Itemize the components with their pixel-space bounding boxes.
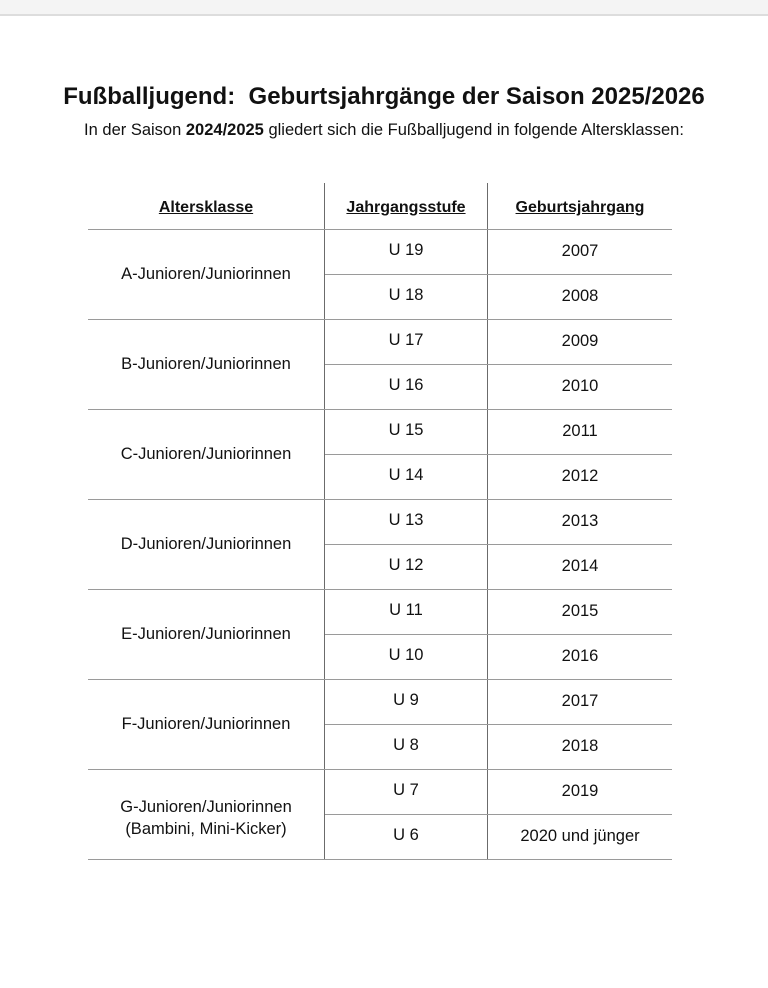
altersklasse-cell: [88, 796, 324, 840]
group-separator: [88, 859, 672, 860]
jahrgangsstufe-cell: U 11: [389, 601, 423, 619]
row-separator: [325, 634, 672, 635]
jahrgangsstufe-cell: U 13: [388, 511, 424, 529]
jahrgangsstufe-cell: U 10: [388, 646, 424, 664]
document-title: Fußballjugend: Geburtsjahrgänge der Saison 2025/2026: [63, 83, 705, 110]
jahrgangsstufe-cell: U 12: [388, 556, 424, 574]
geburtsjahrgang-cell: 2014: [561, 557, 599, 575]
jahrgangsstufe-cell: U 15: [388, 421, 424, 439]
altersklasse-label: F-Junioren/Juniorinnen: [121, 715, 291, 733]
row-separator: [325, 454, 672, 455]
geburtsjahrgang-cell: 2007: [561, 242, 599, 260]
jahrgangsstufe-cell: U 17: [388, 331, 424, 349]
jahrgangsstufe-cell: U 6: [393, 826, 419, 844]
group-separator: [88, 679, 672, 680]
altersklasse-cell: [88, 533, 324, 555]
geburtsjahrgang-cell: 2016: [561, 647, 599, 665]
page-top-edge: [0, 0, 768, 16]
geburtsjahrgang-cell: 2012: [561, 467, 599, 485]
geburtsjahrgang-cell: 2015: [561, 602, 599, 620]
geburtsjahrgang-cell: 2019: [561, 782, 599, 800]
age-class-table: [88, 183, 672, 859]
subtitle-suffix: gliedert sich die Fußballjugend in folgende Altersklassen:: [263, 121, 684, 139]
row-separator: [325, 814, 672, 815]
altersklasse-cell: [88, 713, 324, 735]
geburtsjahrgang-cell: 2008: [561, 287, 599, 305]
group-separator: [88, 499, 672, 500]
header-geburtsjahrgang: Geburtsjahrgang: [515, 199, 645, 216]
geburtsjahrgang-cell: 2017: [561, 692, 599, 710]
group-separator: [88, 319, 672, 320]
document-subtitle: [0, 121, 768, 140]
jahrgangsstufe-cell: U 19: [388, 241, 424, 259]
geburtsjahrgang-cell: 2011: [562, 422, 598, 440]
geburtsjahrgang-cell: 2013: [561, 512, 599, 530]
jahrgangsstufe-cell: U 18: [388, 286, 424, 304]
subtitle-prefix: In der Saison: [84, 121, 186, 139]
row-separator: [325, 724, 672, 725]
geburtsjahrgang-cell: 2009: [561, 332, 599, 350]
altersklasse-label: G-Junioren/Juniorinnen: [120, 798, 292, 816]
row-separator: [325, 274, 672, 275]
altersklasse-cell: [88, 443, 324, 465]
geburtsjahrgang-cell: 2020 und jünger: [520, 827, 640, 845]
jahrgangsstufe-cell: U 14: [388, 466, 424, 484]
header-altersklasse: Altersklasse: [158, 199, 254, 216]
geburtsjahrgang-cell: 2010: [561, 377, 599, 395]
geburtsjahrgang-cell: 2018: [561, 737, 599, 755]
altersklasse-label: C-Junioren/Juniorinnen: [120, 445, 292, 463]
subtitle-season: 2024/2025: [185, 121, 264, 139]
altersklasse-label: E-Junioren/Juniorinnen: [121, 625, 291, 643]
group-separator: [88, 589, 672, 590]
altersklasse-cell: [88, 263, 324, 285]
altersklasse-label: B-Junioren/Juniorinnen: [121, 355, 291, 373]
altersklasse-note: (Bambini, Mini-Kicker): [125, 820, 287, 838]
header-jahrgangsstufe: Jahrgangsstufe: [346, 199, 466, 216]
header-separator: [88, 229, 672, 230]
jahrgangsstufe-cell: U 9: [393, 691, 419, 709]
altersklasse-label: D-Junioren/Juniorinnen: [120, 535, 292, 553]
altersklasse-cell: [88, 623, 324, 645]
row-separator: [325, 544, 672, 545]
jahrgangsstufe-cell: U 7: [393, 781, 419, 799]
group-separator: [88, 769, 672, 770]
altersklasse-cell: [88, 353, 324, 375]
altersklasse-label: A-Junioren/Juniorinnen: [121, 265, 291, 283]
row-separator: [325, 364, 672, 365]
jahrgangsstufe-cell: U 8: [393, 736, 419, 754]
group-separator: [88, 409, 672, 410]
jahrgangsstufe-cell: U 16: [388, 376, 424, 394]
